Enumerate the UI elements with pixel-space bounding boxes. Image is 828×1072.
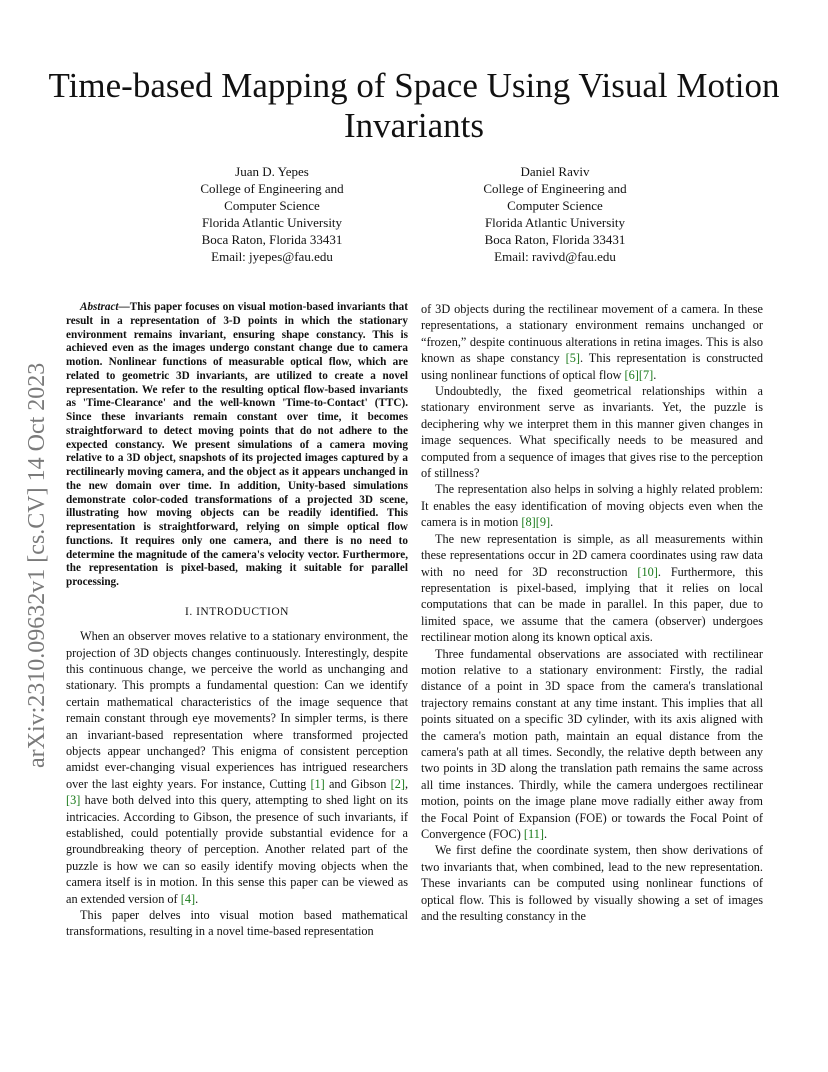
- paragraph-text: Undoubtedly, the fixed geometrical relationships within a stationary environment serve as invariants. Yet, the puzzle is deciphering why we interpret them in this manner given changes in image sequences. What specifically needs to be measured and computed from a sequence of images that gives rise to the perception of stillness?: [421, 384, 763, 481]
- paragraph-text: . Furthermore, this representation is pixel-based, implying that it relies on local computations that can be made in parallel. In this paper, due to limited space, we assume that the camera (observer) undergoes rectilinear motion along its known optical axis.: [421, 564, 763, 645]
- citation-link[interactable]: [3]: [66, 793, 81, 808]
- paragraph-text: .: [543, 827, 548, 841]
- paragraph-text: This paper delves into visual motion based mathematical transformations, resulting in a novel time-based representation: [66, 908, 408, 939]
- paragraph-text: have both delved into this query, attempting to shed light on its intricacies. According to Gibson, the presence of such invariants, if established, could potentially provide substantial evidence for a groundbreaking theory of perception. Another related part of the puzzle is how we can so easily identify moving objects when the camera itself is in motion. In this sense this paper can be viewed as an extended version of: [66, 793, 408, 906]
- section-heading: I. INTRODUCTION: [185, 605, 289, 618]
- paragraph-text: ,: [404, 776, 409, 791]
- citation-link[interactable]: [1]: [310, 776, 325, 791]
- paragraph-text: and Gibson: [324, 776, 391, 791]
- paragraph-text: .: [653, 367, 657, 382]
- paragraph-text: of 3D objects during the rectilinear movement of a camera. In these representations, a stationary environment remains unchanged or “frozen,” despite continuous alterations in retina images. This is also known as shape constancy: [421, 302, 763, 366]
- citation-link[interactable]: [8]: [521, 515, 536, 530]
- author-name: Juan D. Yepes: [235, 164, 309, 179]
- author-affiliation: Computer Science: [507, 198, 603, 213]
- right-column: [421, 301, 763, 924]
- paragraph: [421, 383, 763, 481]
- citation-link[interactable]: [5]: [565, 351, 580, 366]
- citation-link[interactable]: [11]: [523, 827, 544, 841]
- paragraph-text: We first define the coordinate system, then show derivations of two invariants that, when combined, lead to the new representation. These invariants can be computed using nonlinear functions of optical flow. This is followed by visually showing a set of images and the resulting constancy in the: [421, 843, 763, 924]
- arxiv-identifier: arXiv:2310.09632v1 [cs.CV] 14 Oct 2023: [24, 362, 50, 768]
- author-email: Email: ravivd@fau.edu: [494, 249, 616, 264]
- author-affiliation: Boca Raton, Florida 33431: [484, 232, 626, 247]
- paragraph-text: .: [550, 515, 554, 530]
- abstract: [66, 301, 408, 590]
- citation-link[interactable]: [7]: [638, 367, 654, 382]
- citation-link[interactable]: [9]: [535, 515, 551, 530]
- citation-link[interactable]: [6]: [624, 367, 639, 382]
- author-email: Email: jyepes@fau.edu: [211, 249, 333, 264]
- author-affiliation: College of Engineering and: [483, 181, 627, 196]
- paragraph: [421, 842, 763, 924]
- paragraph: [421, 301, 763, 383]
- author-name: Daniel Raviv: [520, 164, 590, 179]
- paragraph-text: The new representation is simple, as all measurements within these representations occur in 2D camera coordinates using raw data with no need for 3D reconstruction: [421, 531, 763, 579]
- paragraph-text: . This representation is constructed using nonlinear functions of optical flow: [421, 351, 764, 382]
- abstract-label: Abstract: [80, 301, 119, 313]
- author-affiliation: Florida Atlantic University: [201, 215, 343, 230]
- author-affiliation: Boca Raton, Florida 33431: [201, 232, 343, 247]
- author-block-2: [435, 163, 675, 265]
- paragraph-text: The representation also helps in solving a highly related problem: It enables the easy identification of moving objects even when the camera is in motion: [421, 482, 763, 530]
- paragraph: [421, 646, 763, 843]
- author-affiliation: College of Engineering and: [200, 181, 344, 196]
- paragraph: [66, 628, 408, 907]
- paragraph-text: .: [195, 891, 199, 906]
- author-block-1: [152, 163, 392, 265]
- author-affiliation: Computer Science: [224, 198, 320, 213]
- paragraph-text: Three fundamental observations are associated with rectilinear motion relative to a stationary environment: Firstly, the radial distance of a point in 3D space from the camera's translational trajectory remains constant at any time instant. This implies that all points situated on a specific 3D cylinder, with its axis aligned with the camera's motion path, maintain an equal distance from the camera's path at all times. Secondly, the relative depth between any two points in 3D along the translation path remains the same across all time instances. Thirdly, while the camera undergoes rectilinear motion, points on the image plane move radially either away from the Focal Point of Expansion (FOE) or towards the Focal Point of Convergence (FOC): [421, 646, 763, 841]
- paragraph-text: When an observer moves relative to a stationary environment, the projection of 3D objects changes continuously. Interestingly, despite this continuous change, we perceive the world as unchanging and stationary. This prompts a fundamental question: Can we identify certain mathematical characteristics of the image sequence that remain constant through eye movements? In simpler terms, is there an invariant-based representation where transformed projected objects appear unchanged? This enigma of consistent perception amidst ever-changing visual experiences has intrigued researchers over the last eighty years. For instance, Cutting: [66, 629, 408, 791]
- citation-link[interactable]: [10]: [637, 564, 658, 579]
- citation-link[interactable]: [2]: [390, 776, 405, 791]
- citation-link[interactable]: [4]: [180, 891, 196, 906]
- author-affiliation: Florida Atlantic University: [484, 215, 626, 230]
- left-column: [66, 301, 408, 940]
- paragraph: [421, 481, 763, 530]
- paragraph: [66, 907, 408, 940]
- abstract-text: —This paper focuses on visual motion-based invariants that result in a representation of 3-D points in which the stationary environment remains invariant, ensuring shape constancy. This is achieved even as the images undergo constant change due to camera motion. Nonlinear functions of measurable optical flow, which are related to geometric 3D invariants, are utilized to create a novel representation. We refer to the resulting optical flow-based invariants as 'Time-Clearance' and the well-known 'Time-to-Contact' (TTC). Since these invariants remain constant over time, it becomes straightforward to detect moving points that do not adhere to the expected constancy. We present simulations of a camera moving relative to a 3D object, snapshots of its projected images captured by a rectilinearly moving camera, and the object as it appears unchanged in the new domain over time. In addition, Unity-based simulations demonstrate color-coded transformations of a projected 3D scene, illustrating how moving objects can be readily identified. This representation is straightforward, relying on simple optical flow functions. It requires only one camera, and there is no need to determine the magnitude of the camera's velocity vector. Furthermore, the representation is pixel-based, making it suitable for parallel processing.: [66, 301, 408, 588]
- paragraph: [421, 531, 763, 646]
- paper-title: Time-based Mapping of Space Using Visual Motion Invariants: [48, 66, 780, 145]
